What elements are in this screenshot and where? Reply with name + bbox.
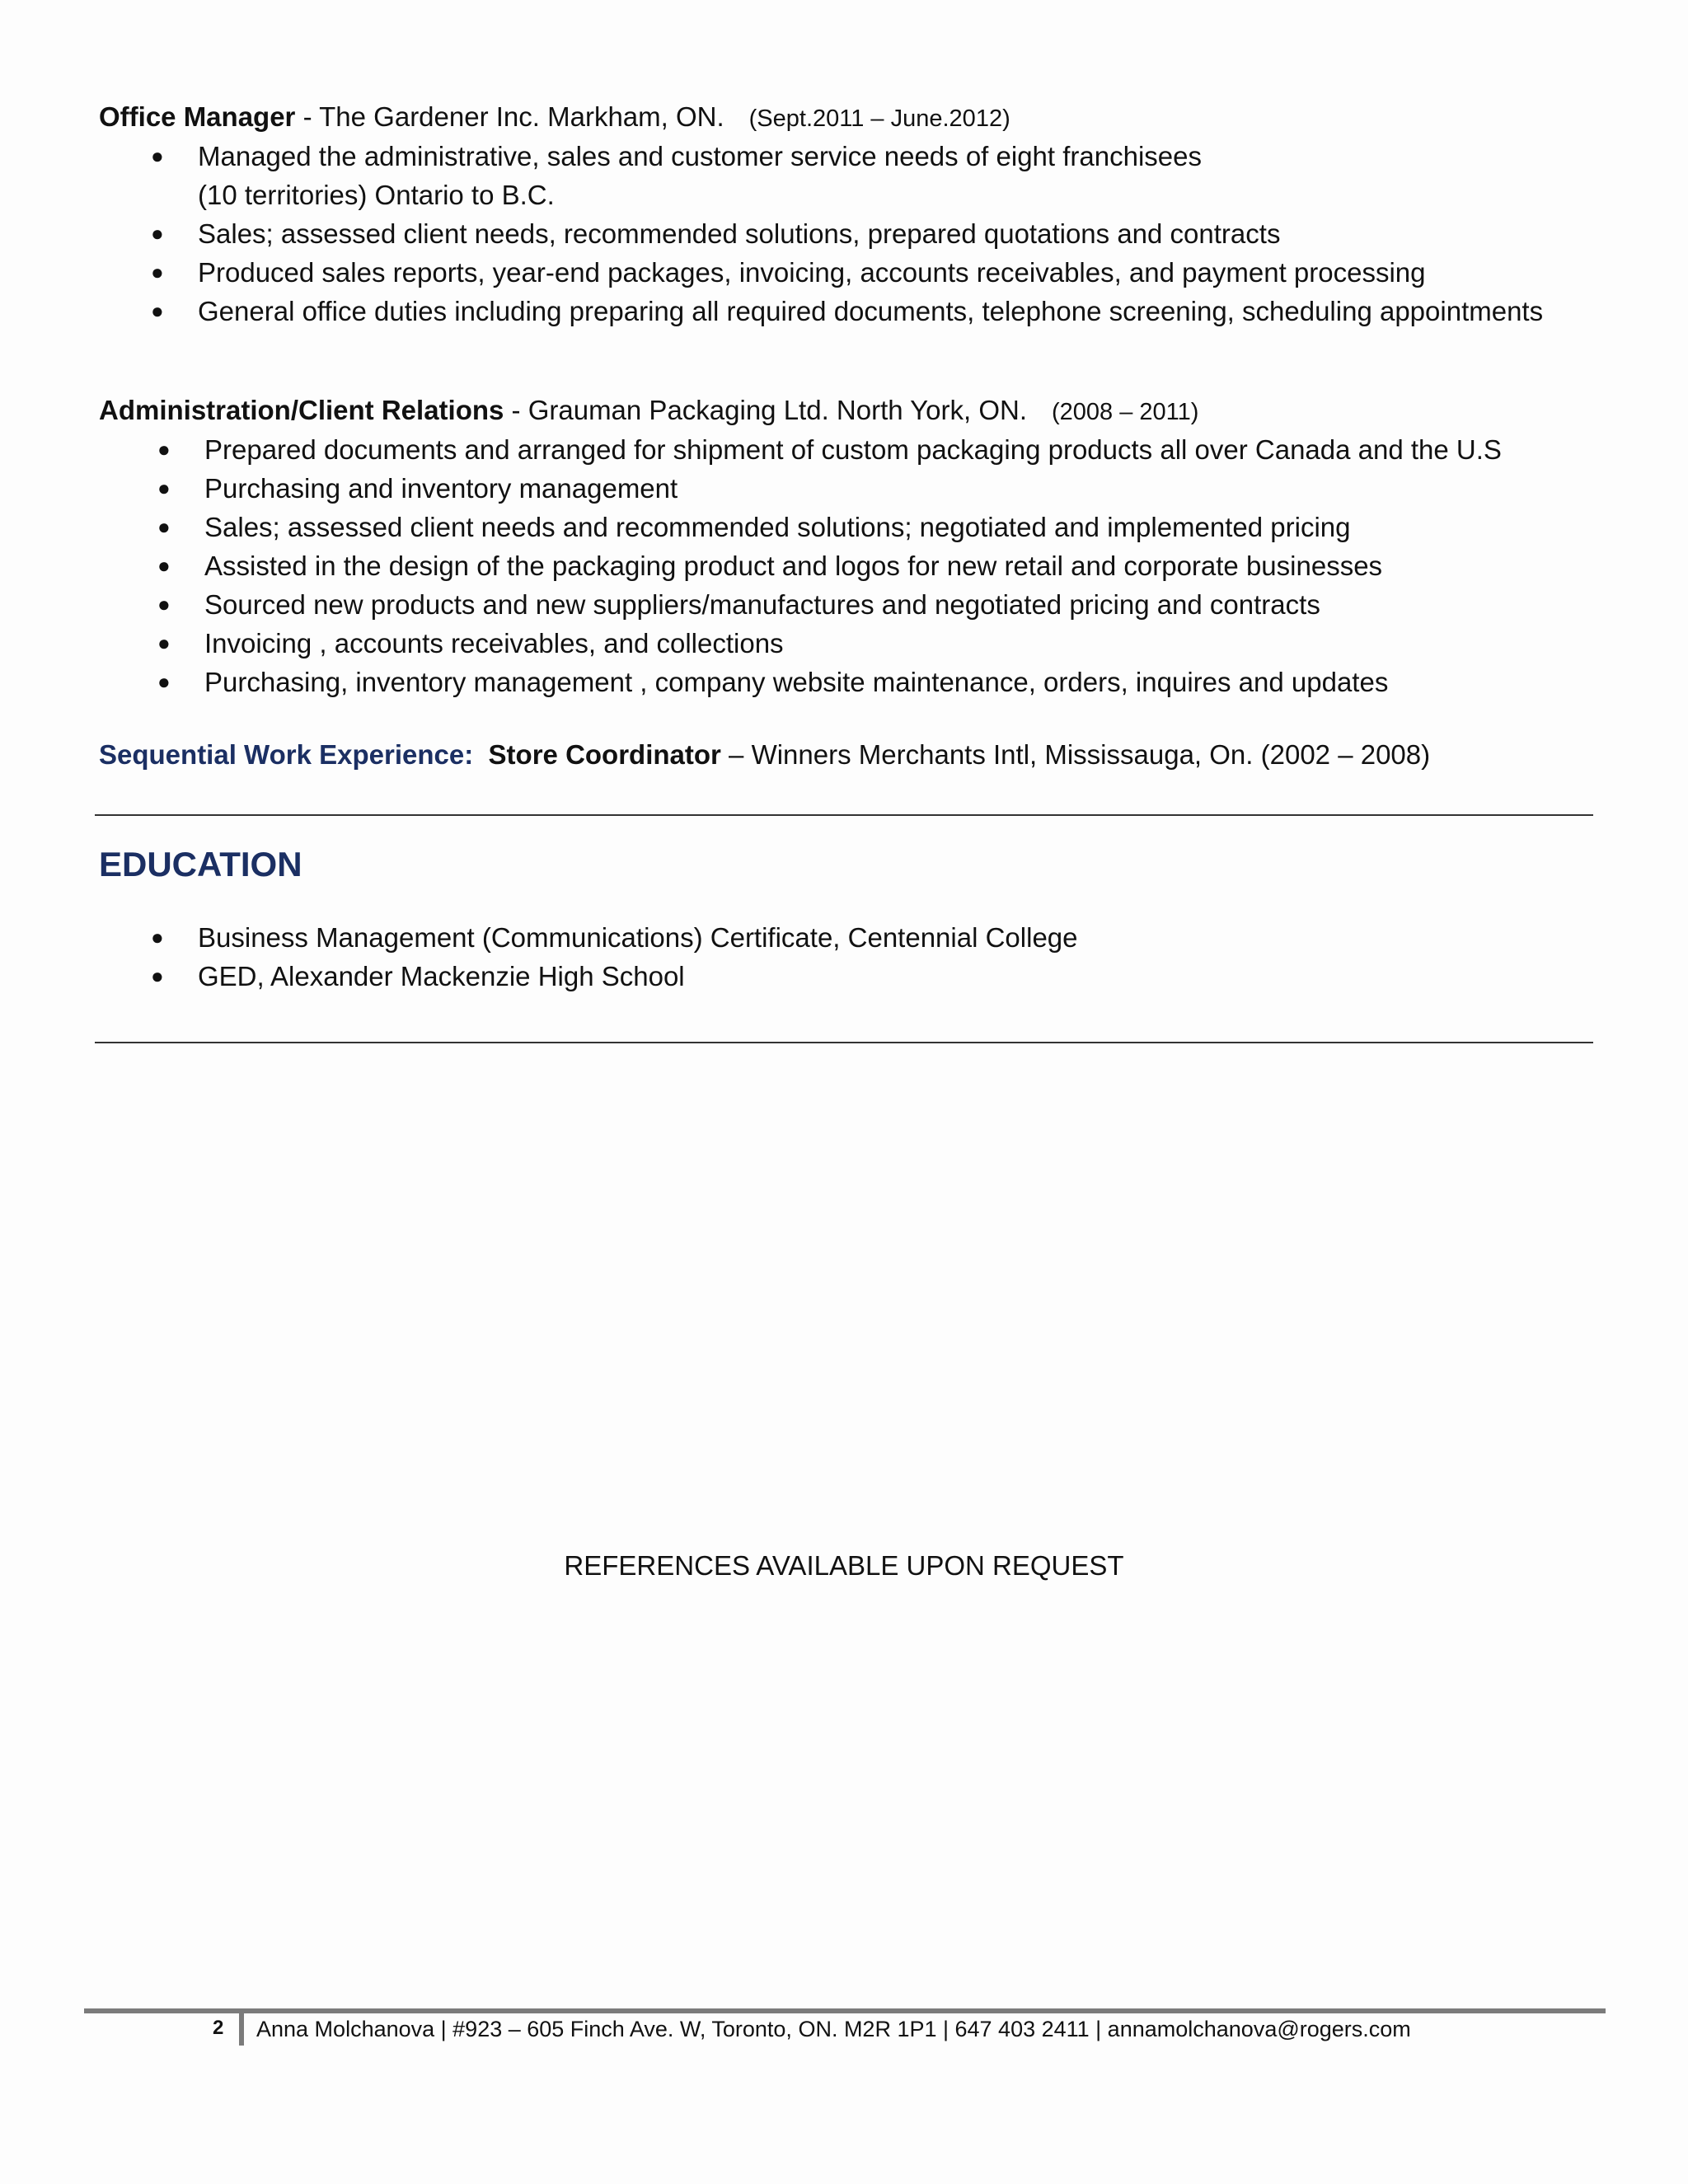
job-organization: - The Gardener Inc. Markham, ON. — [295, 101, 724, 132]
bullet-icon: ● — [157, 592, 171, 616]
list-item: ● General office duties including preparing all required documents, telephone screening, scheduling appointments — [0, 292, 1543, 330]
list-item: ● Produced sales reports, year-end packages, invoicing, accounts receivables, and payment processing — [0, 253, 1543, 292]
job-dates: (Sept.2011 – June.2012) — [748, 105, 1010, 132]
bullet-icon: ● — [157, 514, 171, 539]
bullet-icon: ● — [151, 143, 164, 168]
job-bullets-administration — [0, 430, 1502, 701]
bullet-icon: ● — [151, 298, 164, 323]
list-item: ● GED, Alexander Mackenzie High School — [0, 957, 1078, 996]
job-dates: (2008 – 2011) — [1052, 399, 1199, 425]
job-title: Administration/Client Relations — [99, 395, 504, 425]
bullet-icon: ● — [157, 437, 171, 462]
list-item: ● Sourced new products and new suppliers/manufactures and negotiated pricing and contracts — [0, 585, 1502, 624]
bullet-icon: ● — [151, 925, 164, 949]
list-item: ● Sales; assessed client needs and recommended solutions; negotiated and implemented pricing — [0, 508, 1502, 546]
references-note: REFERENCES AVAILABLE UPON REQUEST — [564, 1550, 1124, 1581]
footer-rule — [84, 2008, 1606, 2013]
education-heading: EDUCATION — [99, 845, 302, 883]
list-item: ● Business Management (Communications) Certificate, Centennial College — [0, 918, 1078, 957]
job-heading-administration — [99, 394, 1198, 429]
bullet-icon: ● — [151, 963, 164, 988]
job-heading-office-manager — [99, 101, 1010, 135]
footer-contact: Anna Molchanova | #923 – 605 Finch Ave. W, Toronto, ON. M2R 1P1 | 647 403 2411 | annamolchanova@rogers.com — [256, 2017, 1411, 2041]
list-item: ● Invoicing , accounts receivables, and collections — [0, 624, 1502, 663]
list-item: ● Assisted in the design of the packaging product and logos for new retail and corporate businesses — [0, 546, 1502, 585]
list-item: ● Prepared documents and arranged for shipment of custom packaging products all over Canada and the U.S — [0, 430, 1502, 469]
sequential-label: Sequential Work Experience: — [99, 739, 474, 770]
bullet-icon: ● — [151, 221, 164, 246]
bullet-icon: ● — [157, 476, 171, 500]
list-item: ● Purchasing, inventory management , company website maintenance, orders, inquires and updates — [0, 663, 1502, 701]
bullet-icon: ● — [157, 630, 171, 655]
list-item-continuation: (10 territories) Ontario to B.C. — [198, 180, 555, 210]
bullet-icon: ● — [157, 553, 171, 578]
section-divider — [95, 1042, 1593, 1043]
sequential-details: – Winners Merchants Intl, Mississauga, On. (2002 – 2008) — [720, 739, 1431, 770]
education-list — [0, 918, 1078, 996]
sequential-work-experience — [99, 738, 1430, 771]
list-item: ● Sales; assessed client needs, recommended solutions, prepared quotations and contracts — [0, 214, 1543, 253]
bullet-icon: ● — [157, 669, 171, 694]
job-organization: - Grauman Packaging Ltd. North York, ON. — [504, 395, 1028, 425]
list-item: ● Managed the administrative, sales and customer service needs of eight franchisees — [0, 137, 1543, 176]
bullet-icon: ● — [151, 260, 164, 284]
list-item: ● Purchasing and inventory management — [0, 469, 1502, 508]
job-title: Office Manager — [99, 101, 296, 132]
section-divider — [95, 814, 1593, 816]
job-bullets-office-manager — [0, 137, 1543, 330]
footer-separator — [239, 2011, 244, 2046]
page-number: 2 — [213, 2017, 224, 2039]
sequential-title: Store Coordinator — [488, 739, 721, 770]
